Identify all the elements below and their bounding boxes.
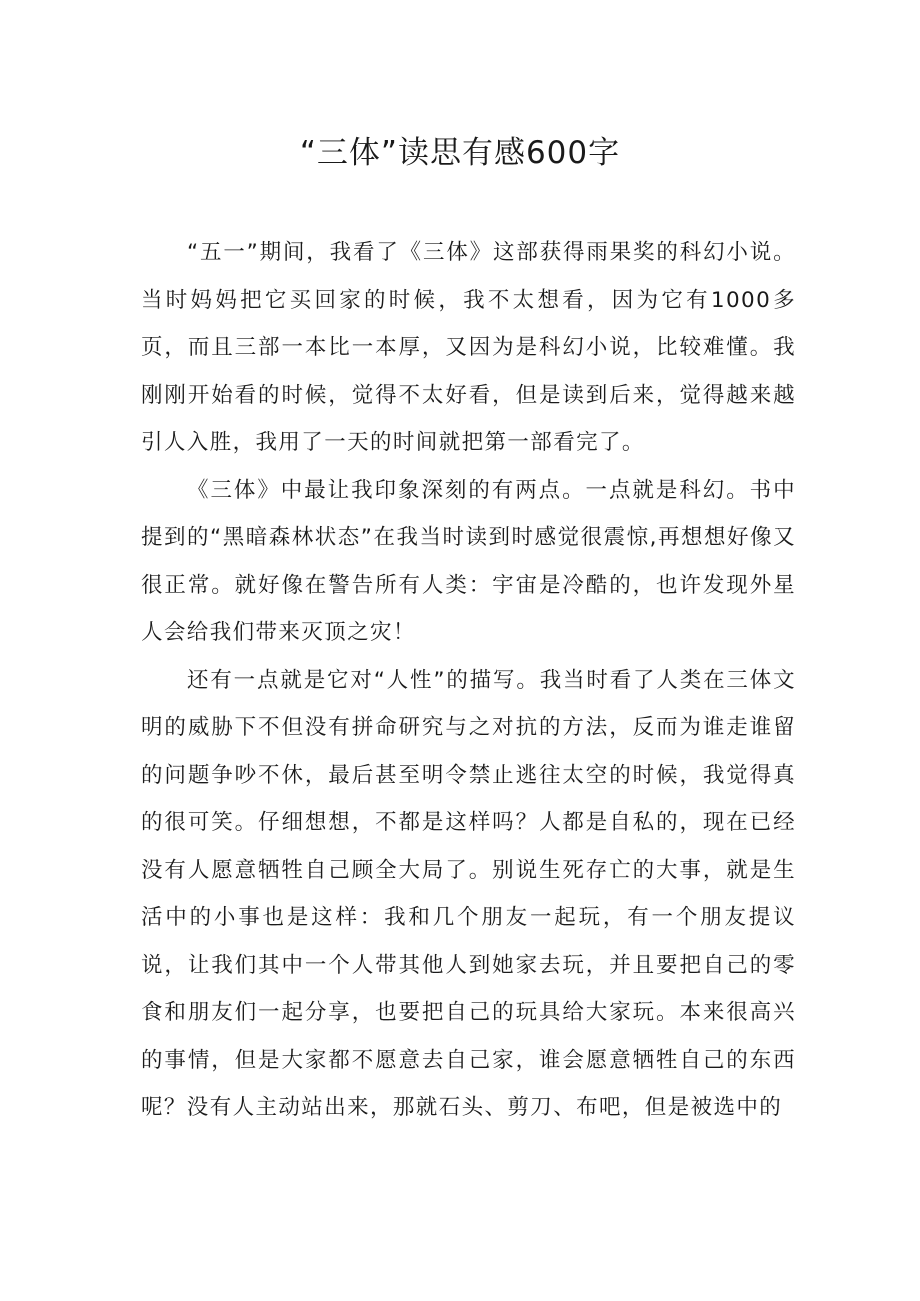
document-title: “三体”读思有感600字	[299, 135, 621, 171]
paragraph: 《三体》中最让我印象深刻的有两点。一点就是科幻。书中提到的“黑暗森林状态”在我当时读到时感觉很震惊,再想想好像又很正常。就好像在警告所有人类：宇宙是冷酷的，也许发现外星人会给我们带来灭顶之灾！	[141, 477, 796, 645]
paragraph: 还有一点就是它对“人性”的描写。我当时看了人类在三体文明的威胁下不但没有拼命研究与之对抗的方法，反而为谁走谁留的问题争吵不休，最后甚至明令禁止逃往太空的时候，我觉得真的很可笑。仔细想想，不都是这样吗？人都是自私的，现在已经没有人愿意牺牲自己顾全大局了。别说生死存亡的大事，就是生活中的小事也是这样：我和几个朋友一起玩，有一个朋友提议说，让我们其中一个人带其他人到她家去玩，并且要把自己的零食和朋友们一起分享，也要把自己的玩具给大家玩。本来很高兴的事情，但是大家都不愿意去自己家，谁会愿意牺牲自己的东西呢？没有人主动站出来，那就石头、剪刀、布吧，但是被选中的	[141, 667, 796, 1120]
document-body	[141, 229, 796, 1132]
paragraph: “五一”期间，我看了《三体》这部获得雨果奖的科幻小说。当时妈妈把它买回家的时候，我不太想看，因为它有1000多页，而且三部一本比一本厚，又因为是科幻小说，比较难懂。我刚刚开始看的时候，觉得不太好看，但是读到后来，觉得越来越引人入胜，我用了一天的时间就把第一部看完了。	[141, 240, 796, 455]
